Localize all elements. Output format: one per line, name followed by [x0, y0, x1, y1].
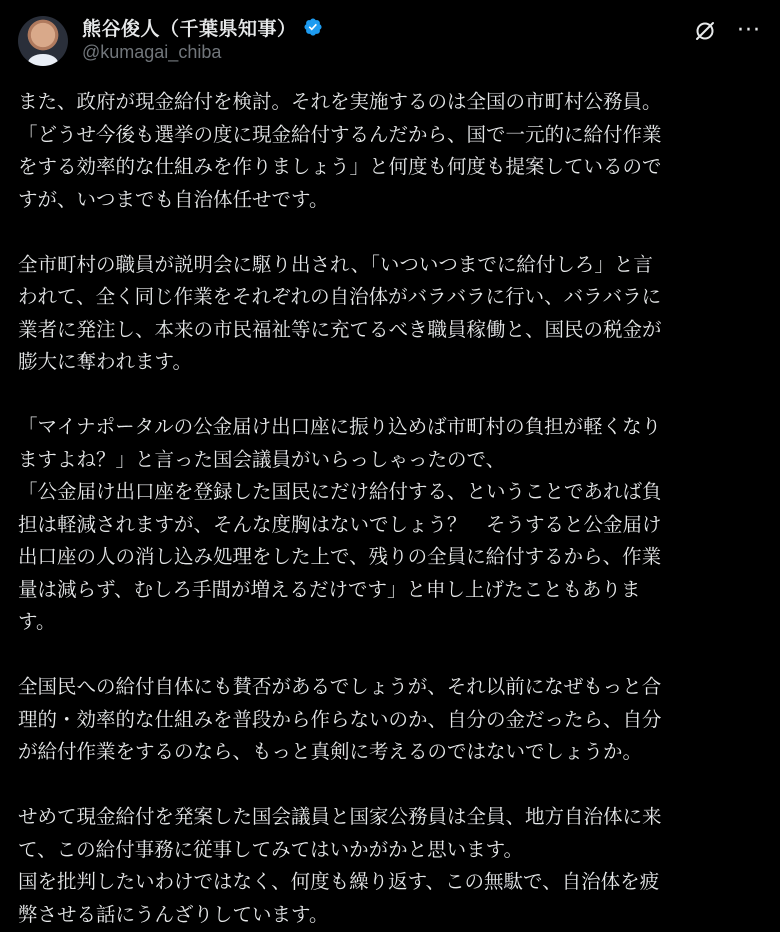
more-icon[interactable] — [736, 18, 762, 44]
paragraph-2 — [18, 249, 766, 379]
text-line: 出口座の人の消し込み処理をした上で、残りの全員に給付するから、作業 — [18, 545, 662, 568]
grok-icon[interactable] — [692, 18, 718, 44]
text-line: 業者に発注し、本来の市民福祉等に充てるべき職員稼働と、国民の税金が — [18, 317, 662, 341]
text-line: ますよね？」と言った国会議員がいらっしゃったので、 — [18, 447, 506, 471]
text-line: 理的・効率的な仕組みを普段から作らないのか、自分の金だったら、自分 — [18, 707, 662, 731]
paragraph-3 — [18, 411, 766, 639]
text-line: 量は減らず、むしろ手間が増えるだけです」と申し上げたこともありま — [18, 577, 641, 601]
text-line: 膨大に奪われます。 — [18, 350, 192, 373]
text-line: すが、いつまでも自治体任せです。 — [18, 187, 329, 211]
text-line: す。 — [18, 610, 56, 633]
text-line: われて、全く同じ作業をそれぞれの自治体がバラバラに行い、バラバラに — [18, 285, 662, 308]
text-line: 「公金届け出口座を登録した国民にだけ給付する、ということであれば負 — [18, 480, 662, 503]
verified-badge-icon — [303, 17, 323, 37]
avatar[interactable] — [18, 16, 68, 66]
text-line: せめて現金給付を発案した国会議員と国家公務員は全員、地方自治体に来 — [18, 805, 662, 828]
text-line: 弊させる話にうんざりしています。 — [18, 902, 329, 926]
author-info — [82, 14, 323, 63]
text-line: をする効率的な仕組みを作りましょう」と何度も何度も提案しているので — [18, 155, 662, 178]
display-name[interactable]: 熊谷俊人（千葉県知事） — [82, 17, 297, 40]
tweet-text — [18, 86, 766, 931]
display-name-row — [82, 14, 323, 40]
text-line: 「マイナポータルの公金届け出口座に振り込めば市町村の負担が軽くなり — [18, 415, 662, 438]
text-line: 国を批判したいわけではなく、何度も繰り返す、この無駄で、自治体を疲 — [18, 870, 660, 893]
text-line: て、この給付事務に従事してみてはいかがかと思います。 — [18, 837, 524, 861]
paragraph-4 — [18, 671, 766, 769]
paragraph-1 — [18, 86, 766, 216]
text-line: 「どうせ今後も選挙の度に現金給付するんだから、国で一元的に給付作業 — [18, 122, 662, 146]
text-line: 全市町村の職員が説明会に駆り出され、「いついつまでに給付しろ」と言 — [18, 252, 653, 276]
more-label: ··· — [737, 18, 761, 43]
text-line: 全国民への給付自体にも賛否があるでしょうが、それ以前になぜもっと合 — [18, 675, 662, 698]
paragraph-5 — [18, 801, 766, 931]
text-line: が給付作業をするのなら、もっと真剣に考えるのではないでしょうか。 — [18, 740, 643, 763]
text-line: また、政府が現金給付を検討。それを実施するのは全国の市町村公務員。 — [18, 90, 662, 113]
tweet-actions — [692, 18, 762, 44]
text-line: 担は軽減されますが、そんな度胸はないでしょう？ そうすると公金届け — [18, 512, 662, 536]
handle[interactable]: @kumagai_chiba — [82, 42, 222, 62]
tweet-header — [18, 10, 762, 70]
